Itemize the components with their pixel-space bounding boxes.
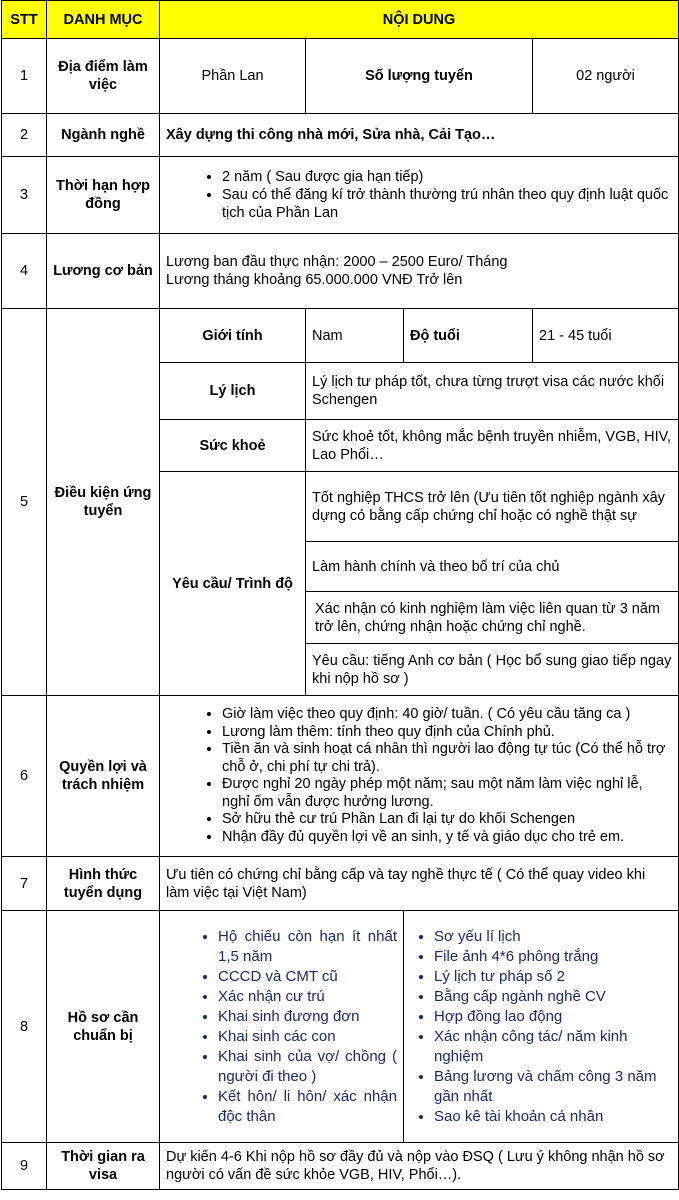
industry-value: Xây dựng thi công nhà mới, Sửa nhà, Cải Tạo… <box>160 114 679 157</box>
recruitment-table <box>1 0 679 1190</box>
quantity-label: Số lượng tuyển <box>306 39 533 114</box>
row-5-gender <box>2 309 679 363</box>
row-6 <box>2 696 679 857</box>
row-4 <box>2 234 679 309</box>
list-item: • 2 năm ( Sau được gia hạn tiếp) <box>222 168 672 186</box>
row-number: 1 <box>2 39 47 114</box>
list-item: • Hộ chiếu còn hạn ít nhất 1,5 năm <box>218 927 397 967</box>
list-item: • Sau có thể đăng kí trở thành thường trú nhân theo quy định luật quốc tịch của Phần Lan <box>222 186 672 222</box>
list-item: • Hợp đồng lao động <box>434 1007 672 1027</box>
list-item: • Lý lịch tư pháp số 2 <box>434 967 672 987</box>
row-number: 6 <box>2 696 47 857</box>
documents-right <box>404 911 679 1143</box>
list-item: • Sao kê tài khoản cá nhân <box>434 1107 672 1127</box>
row-number: 7 <box>2 857 47 911</box>
documents-left <box>160 911 404 1143</box>
row-number: 8 <box>2 911 47 1143</box>
row-number: 9 <box>2 1143 47 1190</box>
row-9 <box>2 1143 679 1190</box>
age-value: 21 - 45 tuổi <box>533 309 679 363</box>
row-category: Thời gian ra visa <box>47 1143 160 1190</box>
background-value: Lý lịch tư pháp tốt, chưa từng trượt visa các nước khối Schengen <box>306 363 679 420</box>
gender-label: Giới tính <box>160 309 306 363</box>
list-item: • Khai sinh các con <box>218 1027 397 1047</box>
health-label: Sức khoẻ <box>160 420 306 472</box>
gender-value: Nam <box>306 309 404 363</box>
list-item: • Lương làm thêm: tính theo quy định của Chính phủ. <box>222 724 672 742</box>
salary-line: Lương tháng khoảng 65.000.000 VNĐ Trở lên <box>166 272 463 288</box>
row-1 <box>2 39 679 114</box>
list-item: • Tiền ăn và sinh hoạt cá nhân thì người lao động tự túc (Có thể hỗ trợ chỗ ở, chi phí tự chi trả). <box>222 741 672 776</box>
health-value: Sức khoẻ tốt, không mắc bệnh truyền nhiễm, VGB, HIV, Lao Phổi… <box>306 420 679 472</box>
row-number: 2 <box>2 114 47 157</box>
requirement-value: Yêu cầu: tiếng Anh cơ bản ( Học bổ sung giao tiếp ngay khi nộp hồ sơ ) <box>306 644 679 696</box>
list-item: • Bảng lương và chấm công 3 năm gần nhất <box>434 1067 672 1107</box>
list-item: • Khai sinh của vợ/ chồng ( người đi theo ) <box>218 1047 397 1087</box>
recruitment-method: Ưu tiên có chứng chỉ bằng cấp và tay nghề thực tế ( Có thể quay video khi làm việc tại Việt Nam) <box>160 857 679 911</box>
row-category: Thời hạn hợp đồng <box>47 157 160 234</box>
list-item: • Kết hôn/ li hôn/ xác nhận độc thân <box>218 1087 397 1127</box>
requirement-value: Xác nhận có kinh nghiệm làm việc liên quan từ 3 năm trở lên, chứng nhận hoặc chứng chỉ nghề. <box>306 592 679 644</box>
contract-term <box>160 157 679 234</box>
header-stt: STT <box>2 1 47 39</box>
row-7 <box>2 857 679 911</box>
row-category: Quyền lợi và trách nhiệm <box>47 696 160 857</box>
list-item: • Sở hữu thẻ cư trú Phần Lan đi lại tự do khối Schengen <box>222 811 672 829</box>
requirement-label: Yêu cầu/ Trình độ <box>160 472 306 696</box>
row-3 <box>2 157 679 234</box>
row-8 <box>2 911 679 1143</box>
quantity-value: 02 người <box>533 39 679 114</box>
row-category: Hình thức tuyển dụng <box>47 857 160 911</box>
visa-time: Dự kiến 4-6 Khi nộp hồ sơ đầy đủ và nộp vào ĐSQ ( Lưu ý không nhận hồ sơ người có vấn đề sức khỏe VGB, HIV, Phổi…). <box>160 1143 679 1190</box>
list-item: • File ảnh 4*6 phông trắng <box>434 947 672 967</box>
list-item: • Bằng cấp ngành nghề CV <box>434 987 672 1007</box>
list-item: • Xác nhận cư trú <box>218 987 397 1007</box>
row-2 <box>2 114 679 157</box>
header-content: NỘI DUNG <box>160 1 679 39</box>
list-item: • Khai sinh đương đơn <box>218 1007 397 1027</box>
list-item: • Nhận đầy đủ quyền lợi về an sinh, y tế và giáo dục cho trẻ em. <box>222 829 672 847</box>
row-number: 5 <box>2 309 47 696</box>
requirement-value: Làm hành chính và theo bố trí của chủ <box>306 542 679 592</box>
row-category: Địa điểm làm việc <box>47 39 160 114</box>
salary-line: Lương ban đầu thực nhận: 2000 – 2500 Euro/ Tháng <box>166 254 508 270</box>
list-item: • Xác nhận công tác/ năm kinh nghiệm <box>434 1027 672 1067</box>
list-item: • Giờ làm việc theo quy định: 40 giờ/ tuần. ( Có yêu cầu tăng ca ) <box>222 706 672 724</box>
age-label: Độ tuổi <box>404 309 533 363</box>
row-category: Lương cơ bản <box>47 234 160 309</box>
header-category: DANH MỤC <box>47 1 160 39</box>
row-category: Ngành nghề <box>47 114 160 157</box>
row-number: 3 <box>2 157 47 234</box>
list-item: • Được nghỉ 20 ngày phép một năm; sau một năm làm việc nghỉ lễ, nghỉ ốm vẫn được hưởng lương. <box>222 776 672 811</box>
benefits <box>160 696 679 857</box>
list-item: • CCCD và CMT cũ <box>218 967 397 987</box>
row-category: Hồ sơ cần chuẩn bị <box>47 911 160 1143</box>
row-category: Điều kiện ứng tuyển <box>47 309 160 696</box>
requirement-value: Tốt nghiệp THCS trở lên (Ưu tiên tốt nghiệp ngành xây dựng có bằng cấp chứng chỉ hoặc có nghề thật sự <box>306 472 679 542</box>
list-item: • Sơ yếu lí lịch <box>434 927 672 947</box>
location-value: Phần Lan <box>160 39 306 114</box>
salary <box>160 234 679 309</box>
background-label: Lý lịch <box>160 363 306 420</box>
row-number: 4 <box>2 234 47 309</box>
header-row <box>2 1 679 39</box>
